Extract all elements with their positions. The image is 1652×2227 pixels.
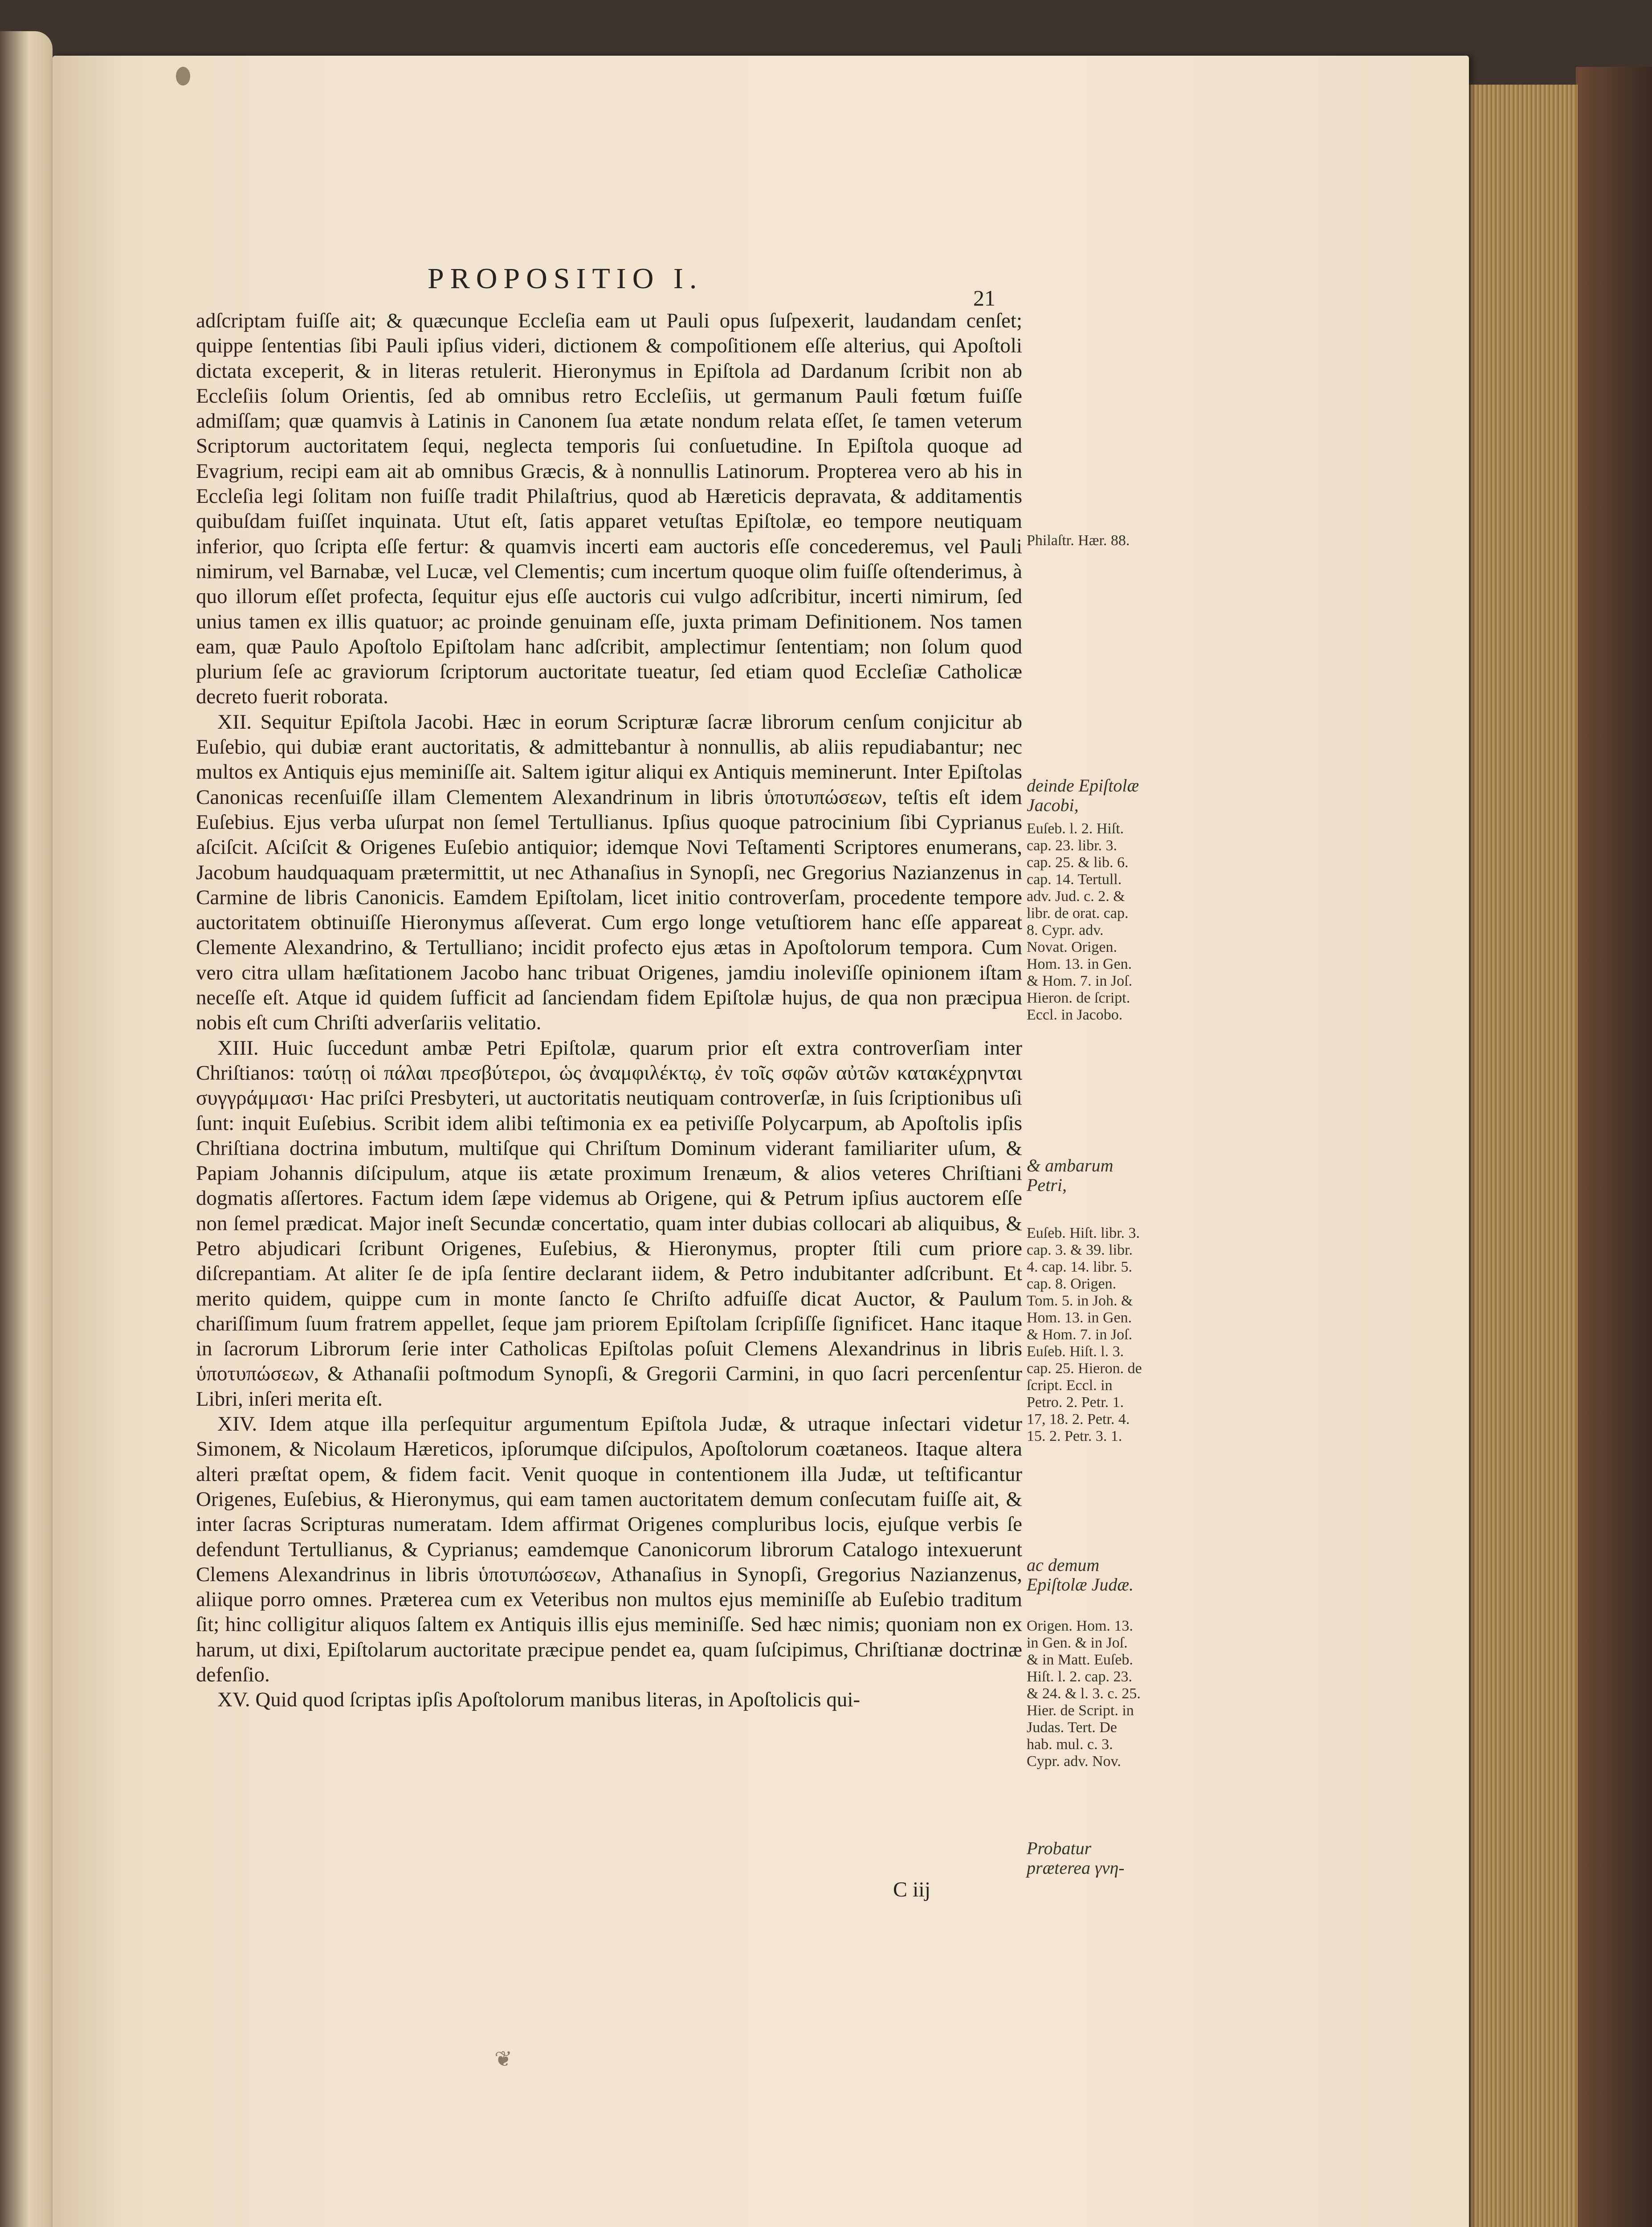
left-page-edge [0, 31, 53, 2227]
ornament-icon: ❦ [494, 2048, 513, 2071]
paragraph-xv: XV. Quid quod ſcriptas ipſis Apoſtolorum manibus literas, in Apoſtolicis qui- [217, 1688, 861, 1712]
paragraph-continuation: adſcriptam fuiſſe ait; & quæcunque Eccleſia eam ut Pauli opus ſuſpexerit, laudandam cenſet; quippe ſententias ſibi Pauli ipſius videri, dictionem & compoſitionem eſſe alterius, qui Apoſtoli dictata exceperit, & in literas retulerit. Hieronymus in Epiſtola ad Dardanum ſcribit non ab Eccleſiis ſolum Orientis, ſed ab omnibus retro Eccleſiis, ut germanum Pauli fœtum fuiſſe admiſſam; quæ quamvis à Latinis in Canonem ſua ætate nondum relata eſſet, ſe tamen veterum Scriptorum auctoritatem ſequi, neglecta temporis ſui conſuetudine. In Epiſtola quoque ad Evagrium, recipi eam ait ab omnibus Græcis, & à nonnullis Latinorum. Propterea vero ab his in Eccleſia legi ſolitam non fuiſſe tradit Philaſtrius, quod ab Hæreticis depravata, & additamentis quibuſdam fuiſſet inquinata. Utut eſt, ſatis apparet vetuſtas Epiſtolæ, eo tempore neutiquam inferior, quo ſcripta eſſe fertur: & quamvis incerti eam auctoris eſſe concederemus, vel Pauli nimirum, vel Barnabæ, vel Lucæ, vel Clementis; cum incertum quoque olim fuiſſe oſtenderimus, à quo illorum eſſet profecta, ſequitur ejus eſſe auctoris cui vulgo adſcribitur, incerti nimirum, ſed unius tamen ex illis quatuor; ac proinde genuinam eſſe, juxta primam Definitionem. Nos tamen eam, quæ Paulo Apoſtolo Epiſtolam hanc adſcribit, amplectimur ſententiam; non ſolum quod plurium ſeſe ac graviorum ſcriptorum auctoritate tueatur, ſed etiam quod Eccleſiæ Catholicæ decreto fuerit roborata. [196, 309, 1022, 709]
paragraph-xii: XII. Sequitur Epiſtola Jacobi. Hæc in eorum Scripturæ ſacræ librorum cenſum conjicitur ab Euſebio, qui dubiæ erant auctoritatis, & admittebantur à nonnullis, ab aliis repudiabantur; nec multos ex Antiquis ejus meminiſſe ait. Saltem igitur aliqui ex Antiquis meminerunt. Inter Epiſtolas Canonicas recenſuiſſe illam Clementem Alexandrinum in libris ὑποτυπώσεων, teſtis eſt idem Euſebius. Ejus verba uſurpat non ſemel Tertullianus. Ipſius quoque patrocinium ſibi Cyprianus aſciſcit. Aſciſcit & Origenes Euſebio antiquior; idemque Novi Teſtamenti Scriptores enumerans, Jacobum haudquaquam prætermittit, ut nec Athanaſius in Synopſi, nec Gregorius Nazianzenus in Carmine de libris Canonicis. Eamdem Epiſtolam, licet initio controverſam, procedente tempore auctoritatem obtinuiſſe Hieronymus aſſeverat. Cum ergo longe vetuſtiorem hanc eſſe appareat Clemente Alexandrino, & Tertulliano; incidit profecto ejus ætas in Apoſtolorum tempora. Cum vero citra ullam hæſitationem Jacobo hanc tribuat Origenes, jamdiu inoleviſſe opinionem iſtam neceſſe eſt. Atque id quidem ſufficit ad ſanciendam fidem Epiſtolæ hujus, de qua non præcipua nobis eſt cum Chriſti adverſariis velitatio. [196, 710, 1022, 1035]
binding-edge [1576, 67, 1652, 2227]
paragraph-xiii: XIII. Huic ſuccedunt ambæ Petri Epiſtolæ, quarum prior eſt extra controverſiam inter Chriſtianos: ταύτῃ οἱ πάλαι πρεσβύτεροι, ὡς ἀναμφιλέκτῳ, ἐν τοῖς σφῶν αὐτῶν κατακέχρηνται συγγράμμασι· Hac priſci Presbyteri, ut auctoritatis neutiquam controverſæ, in ſuis ſcriptionibus uſi ſunt: inquit Euſebius. Scribit idem alibi teſtimonia ex ea petiviſſe Polycarpum, ab Apoſtolis ipſis Chriſtiana doctrina imbutum, multiſque qui Chriſtum Dominum viderant familiariter uſum, & Papiam Johannis diſcipulum, atque iis ætate proximum Irenæum, & alios veteres Chriſtiani dogmatis aſſertores. Factum idem ſæpe videmus ab Origene, qui & Petrum ipſius auctorem eſſe non ſemel prædicat. Major ineſt Secundæ concertatio, quam inter dubias collocari ab aliquibus, & Petro abjudicari ſcribunt Origenes, Euſebius, & Hieronymus, propter ſtili cum priore diſcrepantiam. At aliter ſe de ipſa ſentire declarant iidem, & Petro indubitanter adſcribunt. Et merito quidem, quippe cum in monte ſancto ſe Chriſto adfuiſſe dicat Auctor, & Paulum chariſſimum ſuum fratrem appellet, ſeque jam priorem Epiſtolam ſcripſiſſe ſignificet. Hanc itaque in ſacrorum Librorum ſerie inter Catholicas Epiſtolas poſuit Clemens Alexandrinus in libris ὑποτυπώσεων, & Athanaſii poſtmodum Synopſi, & Gregorii Carmini, in quo ſacri percenſentur Libri, inſeri merita eſt. [196, 1036, 1022, 1411]
main-text-column [196, 308, 1022, 1713]
margin-heading: Probatur præterea γνη- [1027, 1838, 1125, 1878]
margin-note: Euſeb. Hiſt. libr. 3. cap. 3. & 39. libr. 4. cap. 14. libr. 5. cap. 8. Origen. Tom. 5. in Joh. & Hom. 13. in Gen. & Hom. 7. in Joſ. Euſeb. Hiſt. l. 3. cap. 25. Hieron. de ſcript. Eccl. in Petro. 2. Petr. 1. 17, 18. 2. Petr. 4. 15. 2. Petr. 3. 1. [1027, 1225, 1142, 1444]
signature-mark: C iij [893, 1878, 931, 1901]
margin-heading: ac demum Epiſtolæ Judæ. [1027, 1555, 1134, 1595]
margin-heading: deinde Epiſtolæ Jacobi, [1027, 775, 1139, 815]
page-number: 21 [973, 286, 995, 310]
margin-note: Origen. Hom. 13. in Gen. & in Joſ. & in Matt. Euſeb. Hiſt. l. 2. cap. 23. & 24. & l. 3. c. 25. Hier. de Script. in Judas. Tert. De hab. mul. c. 3. Cypr. adv. Nov. [1027, 1618, 1141, 1770]
paragraph-xiv: XIV. Idem atque illa perſequitur argumentum Epiſtola Judæ, & utraque inſectari videtur Simonem, & Nicolaum Hæreticos, ipſorumque diſcipulos, Apoſtolorum coætaneos. Itaque altera alteri præſtat opem, & fidem facit. Venit quoque in contentionem illa Judæ, ut teſtificantur Origenes, Euſebius, & Hieronymus, qui eam tamen auctoritatem demum conſecutam fuiſſe ait, & inter ſacras Scripturas numeratam. Idem affirmat Origenes compluribus locis, ejuſque verbis ſe defendunt Tertullianus, & Cyprianus; eamdemque Canonicorum librorum Catalogo intexuerunt Clemens Alexandrinus in libris ὑποτυπώσεων, Athanaſius in Synopſi, Gregorius Nazianzenus, aliique porro omnes. Præterea cum ex Veteribus non multos ejus meminiſſe ab Euſebio traditum ſit; hinc colligitur aliquos ſaltem ex Antiquis illis ejus meminiſſe. Sed hæc nimis; quoniam non ex harum, ut dixi, Epiſtolarum auctoritate præcipue pendet ea, quam ſuſcipimus, Chriſtianæ doctrinæ defenſio. [196, 1412, 1022, 1687]
gilt-page-edges [1469, 85, 1578, 2227]
margin-note: Philaſtr. Hær. 88. [1027, 532, 1130, 549]
running-head: PROPOSITIO I. [428, 262, 703, 295]
margin-heading: & ambarum Petri, [1027, 1155, 1114, 1195]
ink-blot [176, 67, 190, 86]
margin-note: Euſeb. l. 2. Hiſt. cap. 23. libr. 3. cap. 25. & lib. 6. cap. 14. Tertull. adv. Jud. c. 2. & libr. de orat. cap. 8. Cypr. adv. Novat. Origen. Hom. 13. in Gen. & Hom. 7. in Joſ. Hieron. de ſcript. Eccl. in Jacobo. [1027, 820, 1133, 1023]
